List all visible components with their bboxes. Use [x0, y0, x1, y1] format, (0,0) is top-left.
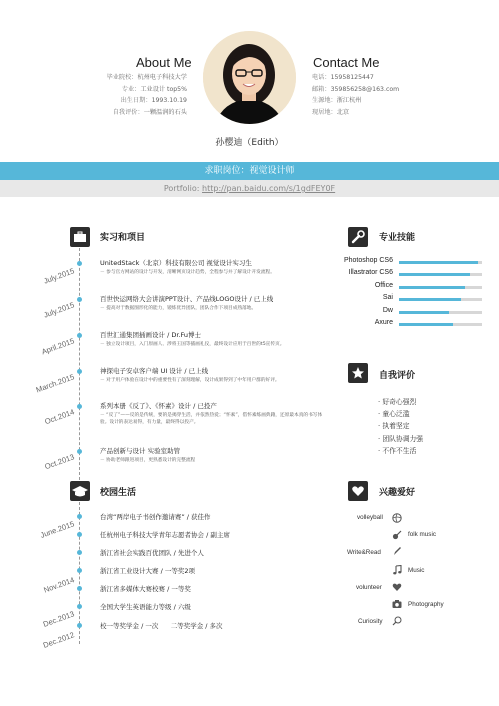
skill-bar [399, 273, 482, 276]
about-info [107, 72, 187, 118]
skills-title: 专业技能 [379, 233, 416, 243]
skill-bar-fill [399, 286, 465, 289]
job-desc: － 协助老师跟进项目，更熟悉设计的完整流程 [100, 458, 196, 463]
objective-banner: 求职岗位：视觉设计师 [0, 162, 499, 180]
about-row: 专业：工业设计 top5% [121, 85, 187, 93]
hobby-label: Write&Read [347, 549, 381, 556]
timeline-dot [77, 369, 82, 374]
portfolio-label: Portfolio: [163, 184, 203, 193]
heart-hand-icon [348, 481, 368, 501]
timeline-date: March.2015 [34, 372, 76, 395]
job-title: 百世快运网络大会讲演PPT设计、产品线LOGO设计 / 已上线 [100, 295, 274, 303]
skill-bar [399, 323, 482, 326]
skill-bar-fill [399, 323, 453, 326]
skill-label: Sai [382, 294, 393, 301]
timeline-date: Nov.2014 [42, 575, 76, 595]
timeline-date: Dec.2013 [41, 609, 76, 629]
timeline-dot [77, 261, 82, 266]
campus-item: 任杭州电子科技大学青年志愿者协会 / 副主席 [100, 531, 230, 539]
skill-label: Illastrator CS6 [348, 269, 393, 276]
hobby-label: folk music [408, 531, 436, 538]
skill-label: Dw [382, 307, 393, 314]
briefcase-icon [70, 227, 90, 247]
graduation-cap-icon [70, 481, 90, 501]
contact-row: 生源地：浙江杭州 [312, 97, 362, 104]
job-title: 系列本册《反了》、《怀素》设计 / 已投产 [100, 402, 217, 410]
timeline-date: Oct.2014 [43, 407, 76, 427]
profile-name: 孙樱迪（Edith） [215, 138, 284, 148]
job-desc: － 对于用户体验在设计中的重要性有了深刻理解，设计成果得到了中年用户群的好评。 [100, 378, 280, 383]
skill-bar [399, 286, 482, 289]
skill-bar [399, 298, 482, 301]
heart-icon [392, 582, 402, 592]
hobby-label: Photography [408, 601, 444, 608]
music-note-icon [392, 565, 402, 575]
timeline-dot [77, 449, 82, 454]
hobbies-title: 兴趣爱好 [379, 488, 416, 498]
star-icon [348, 363, 368, 383]
portfolio-banner [0, 180, 499, 197]
job-title: 神探电子安卓客户端 UI 设计 / 已上线 [100, 367, 209, 375]
hobby-label: Music [408, 567, 425, 574]
contact-row: 邮箱：359856258@163.com [312, 85, 400, 93]
volleyball-icon [392, 513, 402, 523]
campus-item: 全国大学生英语能力等级 / 六级 [100, 603, 191, 611]
contact-row: 现居地：北京 [312, 108, 350, 116]
skill-bar [399, 261, 482, 264]
internship-title: 实习和项目 [100, 233, 146, 243]
job-desc: － 提高对于数据图形化的能力，锻炼优异团队，团队合作下项目成熟落地。 [100, 306, 257, 311]
campus-item: 台湾“两岸电子书创作邀请赛” / 获佳作 [100, 513, 211, 521]
hobby-label: volunteer [356, 584, 382, 591]
profile-photo [203, 31, 296, 124]
job-desc: － 参与官方网站的设计与开发，清晰网页设计趋势，全程参与并了解设计开发流程。 [100, 270, 275, 275]
hobby-label: volleyball [357, 514, 383, 521]
timeline-dot [77, 586, 82, 591]
about-row: 毕业院校：杭州电子科技大学 [106, 74, 187, 81]
timeline-dot [77, 623, 82, 628]
campus-item: 浙江省社会实践百优团队 / 先进个人 [100, 549, 204, 557]
timeline-dot [77, 333, 82, 338]
evaluation-item: · 团队协调力强 [378, 434, 424, 443]
timeline-dot [77, 404, 82, 409]
contact-heading: Contact Me [313, 55, 380, 70]
timeline-dot [77, 297, 82, 302]
job-title: UnitedStack（北京）科技有限公司 视觉设计实习生 [100, 259, 252, 267]
job-title: 百世汇通集团插画设计 / Dr.Fu博士 [100, 331, 201, 339]
timeline-dot [77, 550, 82, 555]
portfolio-link[interactable]: http://pan.baidu.com/s/1gdFEY0F [202, 184, 336, 193]
timeline-date: Dec.2012 [41, 630, 76, 650]
camera-icon [392, 599, 402, 609]
skill-label: Photoshop CS6 [343, 257, 393, 264]
evaluation-item: · 童心泛滥 [378, 410, 410, 419]
timeline-date: Oct.2013 [43, 452, 76, 472]
guitar-icon [392, 530, 402, 540]
hobby-label: Curiosity [358, 618, 383, 625]
skill-bar-fill [399, 311, 449, 314]
job-desc: － “反了”——反的是传统，要的是揭穿生活，并依然热爱；“怀素”，借怀素练画典籍，还原最本真的书写体验。设计的表达易得，有力量，最终得以投产。 [100, 413, 323, 425]
timeline-dot [77, 532, 82, 537]
skill-bar-fill [399, 261, 478, 264]
timeline-date: July.2015 [42, 300, 76, 320]
job-desc: － 独立设计项目，入门原画人、涉将王国等插画礼仪，最终设计应用于百世的t5宣传页。 [100, 342, 285, 347]
skill-label: Office [374, 282, 393, 289]
evaluation-item: · 执着坚定 [378, 422, 410, 431]
timeline-date: June.2015 [39, 519, 76, 540]
skill-bar-fill [399, 273, 470, 276]
wrench-icon [348, 227, 368, 247]
evaluation-list [378, 396, 423, 457]
job-title: 产品创新与设计 实验室助管 [100, 447, 181, 455]
evaluation-item: · 好奇心强烈 [378, 398, 417, 406]
campus-title: 校园生活 [100, 488, 137, 498]
campus-item: 浙江省多媒体大赛校赛 / 一等奖 [100, 585, 191, 593]
timeline-dot [77, 568, 82, 573]
timeline-dot [77, 604, 82, 609]
campus-item: 校一等奖学金 / 一次 二等奖学金 / 多次 [100, 622, 223, 630]
timeline-date: July.2015 [42, 266, 76, 286]
campus-item: 浙江省工业设计大赛 / 一等奖2项 [100, 567, 195, 575]
pen-icon [392, 546, 402, 556]
about-heading: About Me [136, 55, 192, 70]
evaluation-item: · 不作不生活 [378, 446, 417, 455]
about-row: 出生日期：1993.10.19 [120, 97, 187, 104]
magnifier-icon [392, 616, 402, 626]
contact-row: 电话：15958125447 [312, 74, 374, 81]
timeline-date: April.2015 [40, 336, 76, 357]
timeline-dot [77, 514, 82, 519]
evaluation-title: 自我评价 [379, 371, 416, 381]
internship-timeline [79, 248, 80, 480]
skill-bar [399, 311, 482, 314]
skill-label: Axure [374, 319, 393, 326]
contact-info [312, 72, 399, 118]
skill-bar-fill [399, 298, 461, 301]
about-row: 自我评价：一颗温润的石头 [112, 108, 187, 116]
